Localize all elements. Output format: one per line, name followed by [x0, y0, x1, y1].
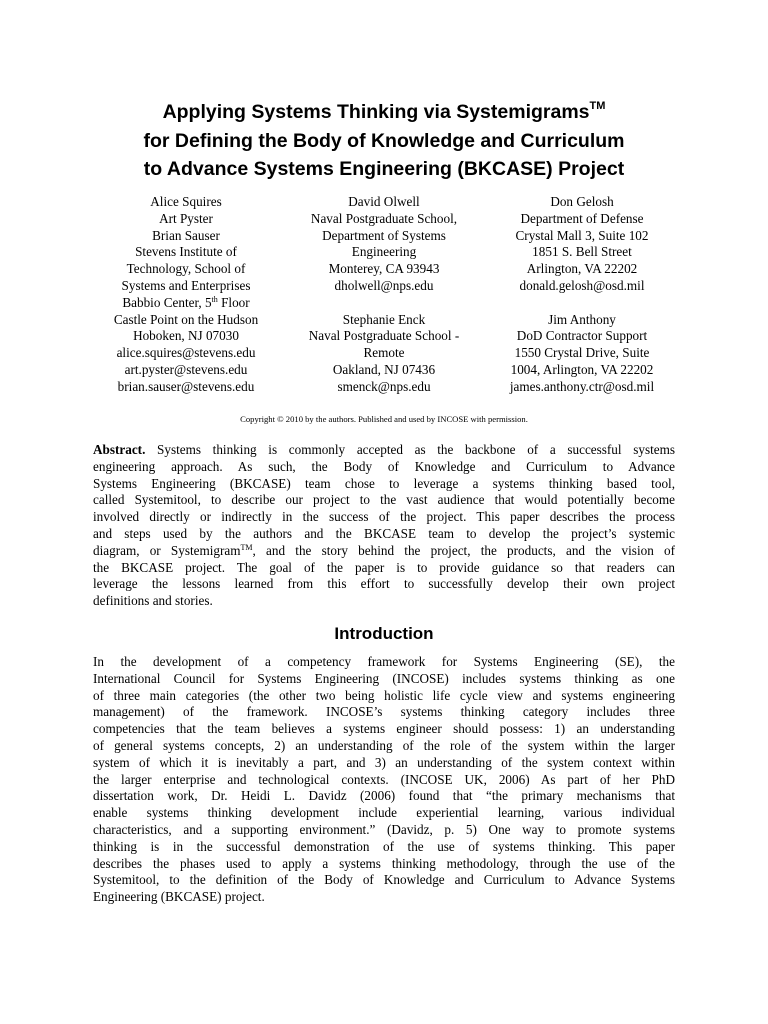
author-line: Hoboken, NJ 07030 — [133, 328, 239, 344]
author-line: Brian Sauser — [152, 227, 220, 243]
author-line: Arlington, VA 22202 — [526, 261, 638, 277]
author-address-line: Babbio Center, 5th Floor — [122, 294, 250, 310]
body-line: dissertation work, Dr. Heidi L. Davidz (2006) found that “the primary mechanisms that — [93, 788, 675, 804]
introduction-paragraph — [93, 654, 675, 906]
section-heading-introduction: Introduction — [334, 624, 434, 643]
abstract-line: Systems Engineering (BKCASE) team chose to leverage a systems thinking based tool, — [93, 475, 675, 491]
title-line-1: Applying Systems Thinking via Systemigrams™ — [162, 100, 606, 123]
trademark-superscript: TM — [589, 100, 606, 112]
author-line: Monterey, CA 93943 — [328, 261, 440, 277]
author-line: DoD Contractor Support — [516, 328, 648, 344]
author-line: Don Gelosh — [550, 194, 614, 209]
body-line: characteristics, and a supporting environment.” (Davidz, p. 5) One way to promote systems — [93, 821, 675, 837]
abstract-line: and steps used by the authors and the BKCASE team to develop the project’s systemic — [93, 525, 675, 541]
author-line: Naval Postgraduate School, — [310, 210, 458, 226]
author-column-dod — [484, 194, 680, 396]
body-line: International Council for Systems Engineering (INCOSE) includes systems thinking as one — [93, 670, 675, 686]
author-line: Art Pyster — [159, 210, 213, 226]
abstract-line: leverage the lessons learned from this effort to successfully develop their own project — [93, 576, 675, 592]
body-line: of general systems concepts, 2) an understanding of the role of the system within the larger — [93, 737, 675, 753]
author-line: Alice Squires — [150, 194, 222, 209]
abstract-line: Abstract. Systems thinking is commonly accepted as the backbone of a successful systems — [93, 442, 675, 457]
author-email: dholwell@nps.edu — [334, 277, 434, 293]
body-line: the larger enterprise and technological contexts. (INCOSE UK, 2006) As part of her PhD — [93, 771, 675, 787]
author-email: smenck@nps.edu — [337, 378, 431, 394]
author-spacer — [284, 295, 484, 312]
abstract-line: definitions and stories. — [93, 593, 213, 609]
body-line: Systemitool, to the definition of the Body of Knowledge and Curriculum to Advance Systems — [93, 872, 675, 888]
author-line: Castle Point on the Hudson — [113, 311, 259, 327]
author-line: Oakland, NJ 07436 — [332, 361, 436, 377]
author-line: Technology, School of — [126, 261, 246, 277]
abstract-paragraph — [93, 442, 675, 610]
trademark-superscript: TM — [240, 542, 253, 552]
body-line: enable systems thinking development include experiential learning, various individual — [93, 805, 675, 821]
author-line: Stevens Institute of — [135, 244, 237, 260]
abstract-line: diagram, or Systemigram™, and the story behind the project, the products, and the vision of — [93, 542, 675, 558]
author-email: donald.gelosh@osd.mil — [519, 277, 645, 293]
author-line: David Olwell — [348, 194, 420, 209]
author-email: brian.sauser@stevens.edu — [117, 378, 255, 394]
paper-title — [60, 98, 708, 184]
author-line: Department of Systems — [322, 227, 446, 243]
abstract-line: involved directly or indirectly in the success of the project. This paper describes the process — [93, 509, 675, 525]
author-column-stevens — [88, 194, 284, 396]
author-line: Jim Anthony — [548, 311, 616, 327]
author-line: 1004, Arlington, VA 22202 — [510, 361, 654, 377]
copyright-notice: Copyright © 2010 by the authors. Published and used by INCOSE with permission. — [240, 414, 528, 424]
abstract-line: called Systemitool, to describe our project to the vast audience that would potentially become — [93, 492, 675, 508]
author-email: alice.squires@stevens.edu — [116, 345, 256, 361]
author-line: Naval Postgraduate School - — [308, 328, 460, 344]
body-line: In the development of a competency framework for Systems Engineering (SE), the — [93, 654, 675, 669]
title-line-3: to Advance Systems Engineering (BKCASE) Project — [143, 158, 625, 180]
author-email: art.pyster@stevens.edu — [124, 361, 248, 377]
body-line: describes the phases used to apply a systems thinking methodology, through the use of the — [93, 855, 675, 871]
author-email: james.anthony.ctr@osd.mil — [509, 378, 655, 394]
author-line: Department of Defense — [520, 210, 644, 226]
author-line: Stephanie Enck — [342, 311, 426, 327]
body-line: competencies that the team believes a systems engineer should possess: 1) an understanding — [93, 721, 675, 737]
abstract-label: Abstract. — [93, 442, 146, 457]
title-line-2: for Defining the Body of Knowledge and Curriculum — [143, 129, 625, 152]
body-line: management) of the framework. INCOSE’s systems thinking category includes three — [93, 704, 675, 720]
body-line: of three main categories (the other two being holistic life cycle view and systems engineering — [93, 687, 675, 703]
author-line: Remote — [363, 345, 405, 361]
author-spacer — [484, 295, 680, 312]
author-line: Crystal Mall 3, Suite 102 — [515, 227, 649, 243]
author-line: 1851 S. Bell Street — [532, 244, 632, 260]
body-line: system of which it is inevitably a part, and 3) an understanding of the system context within — [93, 754, 675, 770]
author-line: 1550 Crystal Drive, Suite — [514, 345, 650, 361]
abstract-line: the BKCASE project. The goal of the paper is to provide guidance so that readers can — [93, 559, 675, 575]
author-column-nps — [284, 194, 484, 396]
abstract-line: engineering approach. As such, the Body of Knowledge and Curriculum to Advance — [93, 458, 675, 474]
body-line: thinking is in the successful demonstration of the use of systems thinking. This paper — [93, 838, 675, 854]
author-line: Engineering — [351, 244, 417, 260]
author-line: Systems and Enterprises — [121, 277, 251, 293]
body-line: Engineering (BKCASE) project. — [93, 889, 265, 905]
